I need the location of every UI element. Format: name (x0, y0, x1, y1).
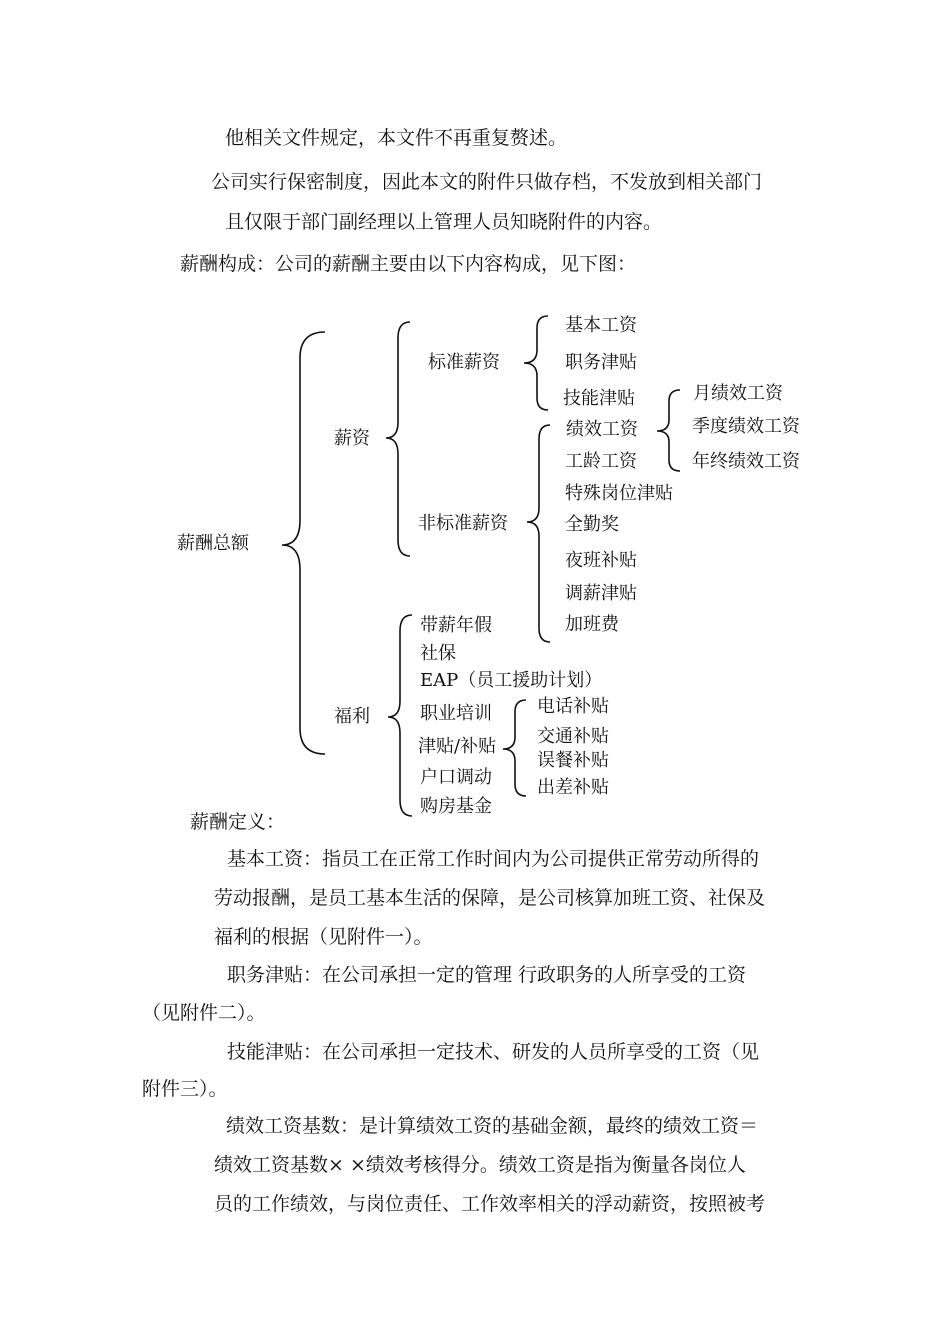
paragraph-line: 绩效工资基数× ×绩效考核得分。绩效工资是指为衡量各岗位人 (214, 1154, 746, 1176)
diagram-item: EAP（员工援助计划） (420, 670, 603, 691)
diagram-item: 月绩效工资 (693, 383, 783, 404)
diagram-salary-label: 薪资 (334, 428, 370, 449)
paragraph-line: 员的工作绩效，与岗位责任、工作效率相关的浮动薪资，按照被考 (214, 1193, 766, 1215)
paragraph-line: 职务津贴：在公司承担一定的管理 行政职务的人所享受的工资 (227, 964, 747, 986)
allowance-brace (503, 700, 526, 796)
diagram-item: 基本工资 (565, 315, 637, 336)
paragraph-line: 基本工资：指员工在正常工作时间内为公司提供正常劳动所得的 (227, 848, 760, 870)
diagram-item: 职务津贴 (565, 352, 637, 373)
diagram-item: 全勤奖 (565, 514, 619, 535)
diagram-root-label: 薪酬总额 (177, 533, 249, 554)
diagram-item: 带薪年假 (420, 615, 492, 636)
diagram-item: 技能津贴 (563, 388, 635, 409)
paragraph-line: 技能津贴：在公司承担一定技术、研发的人员所享受的工资（见 (227, 1041, 760, 1063)
diagram-nonstandard-label: 非标准薪资 (418, 513, 508, 534)
diagram-item: 社保 (420, 643, 456, 664)
paragraph-line: 绩效工资基数：是计算绩效工资的基础金额，最终的绩效工资＝ (226, 1115, 759, 1137)
paragraph-line: 公司实行保密制度，因此本文的附件只做存档，不发放到相关部门 (211, 171, 763, 193)
diagram-item: 户口调动 (420, 767, 492, 788)
diagram-item: 工龄工资 (565, 451, 637, 472)
performance-brace (657, 390, 680, 471)
section-heading: 薪酬构成：公司的薪酬主要由以下内容构成，见下图： (180, 253, 637, 275)
diagram-item: 津贴/补贴 (418, 736, 497, 757)
standard-brace (524, 316, 548, 410)
paragraph-line: （见附件二）。 (142, 1002, 266, 1024)
diagram-item: 绩效工资 (566, 419, 638, 440)
diagram-item: 职业培训 (420, 703, 492, 724)
diagram-welfare-label: 福利 (334, 706, 370, 727)
diagram-item: 误餐补贴 (537, 750, 609, 771)
nonstandard-brace (527, 425, 550, 642)
diagram-item: 购房基金 (420, 796, 492, 817)
paragraph-line: 且仅限于部门副经理以上管理人员知晓附件的内容。 (225, 211, 663, 233)
diagram-item: 夜班补贴 (565, 550, 637, 571)
welfare-brace (388, 615, 412, 816)
diagram-standard-label: 标准薪资 (428, 352, 500, 373)
diagram-item: 特殊岗位津贴 (565, 483, 673, 504)
definitions-heading: 薪酬定义： (190, 811, 286, 833)
diagram-item: 加班费 (565, 614, 619, 635)
diagram-item: 电话补贴 (537, 696, 609, 717)
salary-brace (386, 322, 410, 556)
paragraph-line: 劳动报酬，是员工基本生活的保障，是公司核算加班工资、社保及 (214, 887, 766, 909)
diagram-item: 出差补贴 (537, 777, 609, 798)
diagram-item: 季度绩效工资 (692, 416, 800, 437)
diagram-item: 交通补贴 (537, 726, 609, 747)
paragraph-line: 他相关文件规定，本文件不再重复赘述。 (225, 127, 568, 149)
diagram-item: 调薪津贴 (565, 583, 637, 604)
diagram-item: 年终绩效工资 (692, 451, 800, 472)
paragraph-line: 福利的根据（见附件一）。 (214, 926, 433, 948)
paragraph-line: 附件三）。 (142, 1078, 228, 1100)
root-brace (282, 332, 325, 754)
